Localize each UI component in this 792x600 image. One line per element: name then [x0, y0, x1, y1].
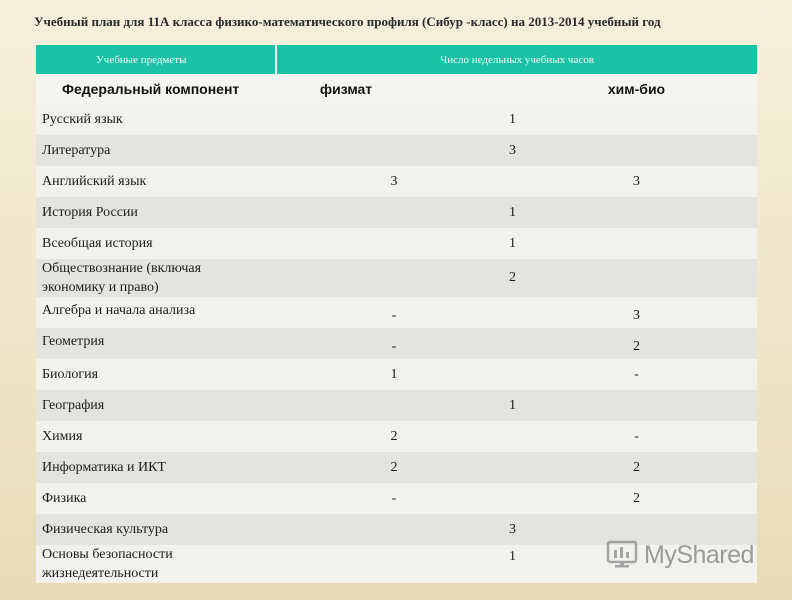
header-weekly-hours: Число недельных учебных часов — [276, 45, 757, 74]
hours-cell: 1 — [276, 228, 757, 259]
fizmat-cell: 1 — [276, 359, 516, 390]
subject-cell: Геометрия — [36, 328, 276, 359]
subject-cell: Русский язык — [36, 104, 276, 135]
table-row — [36, 166, 757, 197]
himbio-cell: - — [516, 421, 757, 452]
subject-line: Основы безопасности — [42, 547, 173, 562]
subject-cell: Информатика и ИКТ — [36, 452, 276, 483]
fizmat-cell: 2 — [276, 421, 516, 452]
subject-cell: Физическая культура — [36, 514, 276, 545]
table-row — [36, 135, 757, 166]
table-row — [36, 297, 757, 328]
subject-cell — [36, 259, 276, 297]
header-fizmat: физмат — [276, 74, 516, 104]
table-row — [36, 483, 757, 514]
subject-cell: История России — [36, 197, 276, 228]
subject-cell: Всеобщая история — [36, 228, 276, 259]
fizmat-cell: - — [276, 483, 516, 514]
subject-cell: Алгебра и начала анализа — [36, 297, 276, 328]
table-row — [36, 328, 757, 359]
watermark-text: MyShared — [644, 540, 754, 569]
subject-cell: Физика — [36, 483, 276, 514]
fizmat-cell: - — [276, 297, 516, 328]
table-row — [36, 421, 757, 452]
subject-cell — [36, 545, 276, 583]
subject-line: Обществознание (включая — [42, 261, 202, 276]
table-row — [36, 452, 757, 483]
himbio-cell: 2 — [516, 452, 757, 483]
fizmat-cell: 2 — [276, 452, 516, 483]
header-himbio: хим-био — [516, 74, 757, 104]
hours-cell: 3 — [276, 514, 757, 545]
subject-cell: Английский язык — [36, 166, 276, 197]
hours-cell: 2 — [276, 259, 757, 297]
table-row — [36, 390, 757, 421]
subject-cell: Биология — [36, 359, 276, 390]
header-row-top — [36, 45, 757, 74]
fizmat-cell: - — [276, 328, 516, 359]
table-row — [36, 197, 757, 228]
table-row — [36, 228, 757, 259]
subject-line: жизнедеятельности — [42, 566, 159, 581]
curriculum-table — [36, 45, 757, 583]
himbio-cell: 3 — [516, 166, 757, 197]
himbio-cell: 2 — [516, 483, 757, 514]
hours-cell: 3 — [276, 135, 757, 166]
table-row — [36, 104, 757, 135]
subject-cell: Литература — [36, 135, 276, 166]
hours-cell: 1 — [276, 104, 757, 135]
header-row-sub — [36, 74, 757, 104]
himbio-cell: - — [516, 359, 757, 390]
fizmat-cell: 3 — [276, 166, 516, 197]
himbio-cell: 3 — [516, 297, 757, 328]
page-title: Учебный план для 11А класса физико-математического профиля (Сибур -класс) на 2013-2014 учебный год — [34, 14, 661, 29]
subject-line: экономику и право) — [42, 280, 159, 295]
himbio-cell: 2 — [516, 328, 757, 359]
table-row — [36, 259, 757, 297]
table-row — [36, 359, 757, 390]
hours-cell: 1 — [276, 197, 757, 228]
hours-cell: 1 — [276, 390, 757, 421]
hours-cell: 1 — [276, 545, 757, 583]
subject-cell: География — [36, 390, 276, 421]
header-federal-component: Федеральный компонент — [36, 74, 276, 104]
myshared-watermark — [606, 538, 766, 572]
myshared-logo-icon — [606, 538, 638, 573]
subject-cell: Химия — [36, 421, 276, 452]
header-subjects: Учебные предметы — [36, 45, 276, 74]
